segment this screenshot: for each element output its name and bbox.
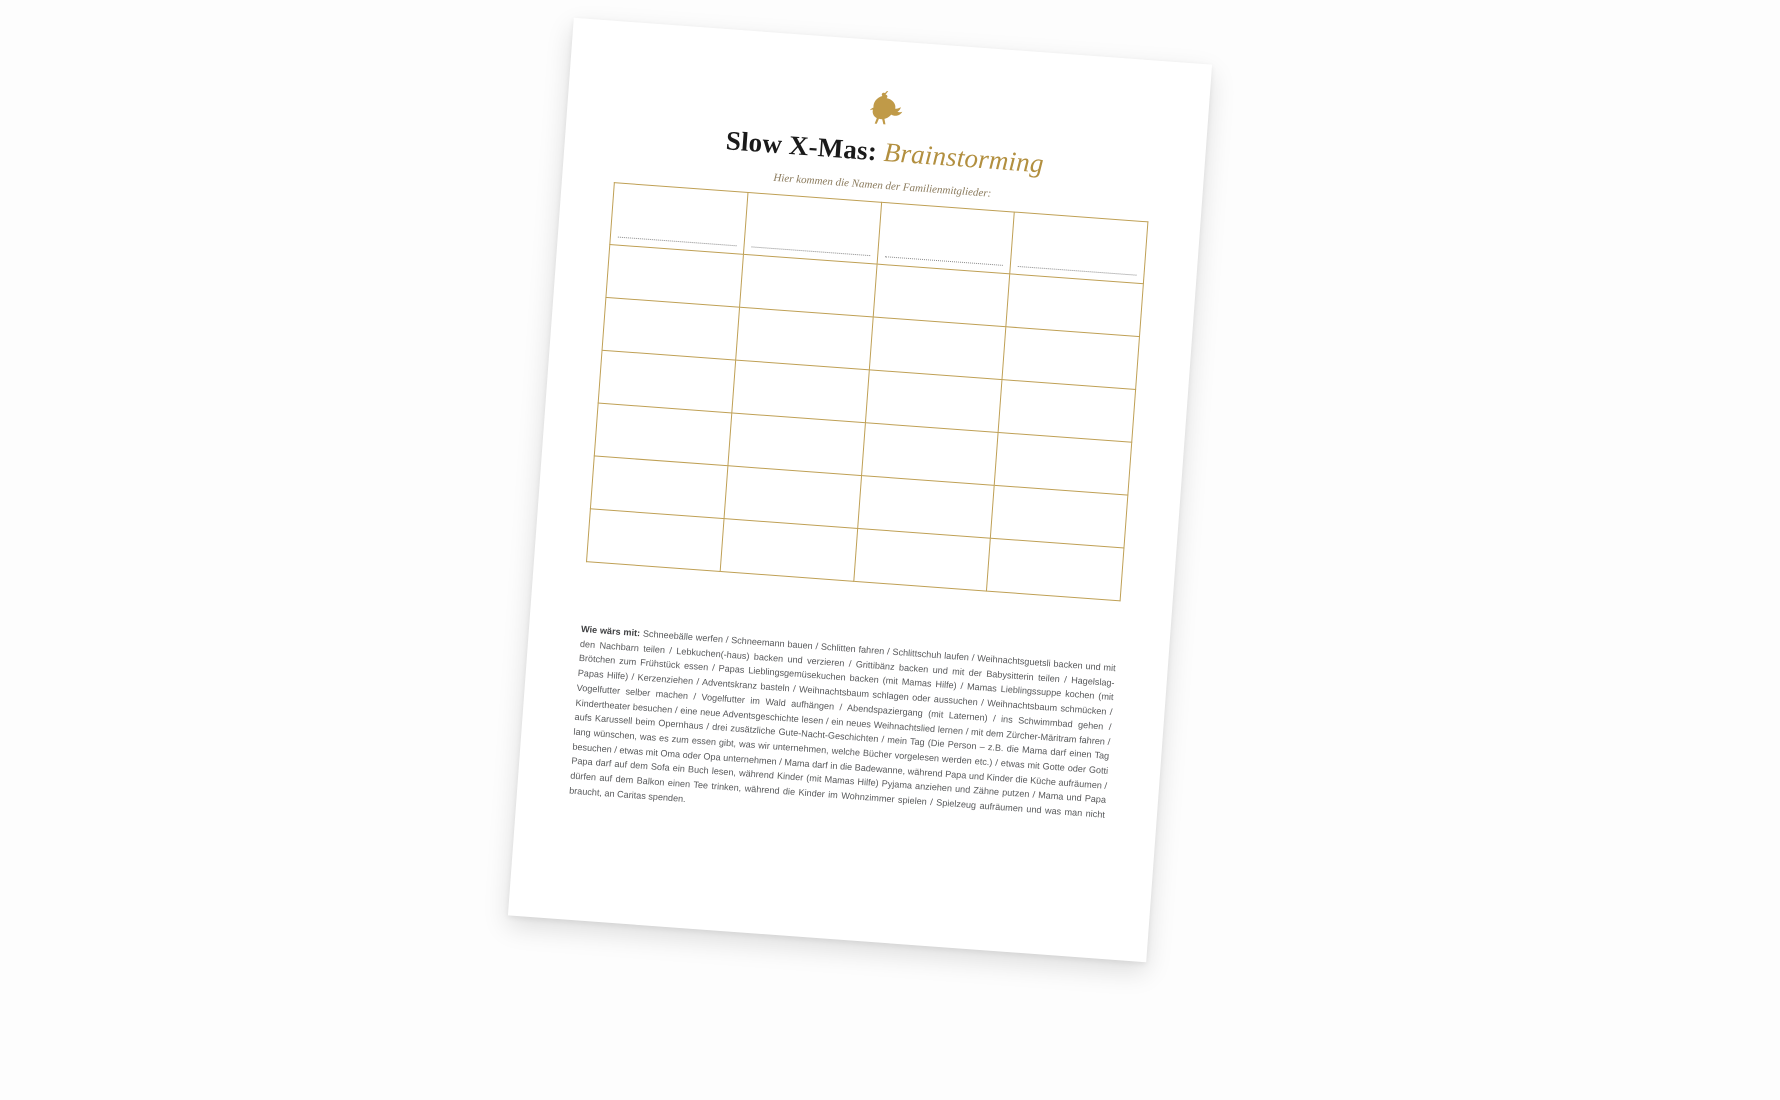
grid-cell[interactable] bbox=[598, 350, 735, 413]
grid-cell[interactable] bbox=[594, 403, 731, 466]
grid-cell[interactable] bbox=[606, 245, 743, 308]
name-dotted-line bbox=[751, 245, 870, 256]
name-field-2[interactable] bbox=[743, 192, 881, 264]
grid-cell[interactable] bbox=[739, 254, 876, 317]
grid-cell[interactable] bbox=[994, 432, 1131, 495]
grid-cell[interactable] bbox=[587, 509, 724, 572]
page-subtitle: Hier kommen die Namen der Familienmitglieder: bbox=[772, 171, 992, 200]
grid-cell[interactable] bbox=[853, 528, 990, 591]
grid-cell[interactable] bbox=[590, 456, 727, 519]
suggestions-label: Wie wärs mit: bbox=[580, 623, 641, 639]
grid-cell[interactable] bbox=[861, 423, 998, 486]
grid-cell[interactable] bbox=[720, 519, 857, 582]
name-dotted-line bbox=[885, 255, 1004, 266]
grid-cell[interactable] bbox=[987, 538, 1124, 601]
grid-cell[interactable] bbox=[865, 370, 1002, 433]
name-field-4[interactable] bbox=[1010, 212, 1148, 284]
suggestions-text: Schneebälle werfen / Schneemann bauen / Schlitten fahren / Schlittschuh laufen / Weihnachtsguetsli backen und mit den Nachbarn teilen / Lebkuchen(-haus) backen und verzieren / Grittibänz backen und mit der Babysitterin teilen / Hagelslag-Brötchen zum Frühstück essen / Papas Lieblingsgemüsekuchen backen (mit Mamas Hilfe) / Mamas Lieblingssuppe kochen (mit Papas Hilfe) / Kerzenziehen / Adventskranz basteln / Weihnachtsbaum schlagen oder aussuchen / Weihnachtsbaum schmücken / Vogelfutter selber machen / Vogelfutter im Wald aufhängen / Abendspaziergang (mit Laternen) / ins Schwimmbad gehen / Kindertheater besuchen / eine neue Adventsgeschichte lesen / ein neues Weihnachtslied lernen / mit dem Zürcher-Märitram fahren / aufs Karussell beim Opernhaus / drei zusätzliche Gute-Nacht-Geschichten / mein Tag (Die Person – z.B. die Mama darf einen Tag lang wünschen, was es zum essen gibt, was wir unternehmen, welche Bücher vorgelesen werden etc.) / etwas mit Gotte oder Gotti besuchen / etwas mit Oma oder Opa unternehmen / Mama darf in die Badewanne, während Papa und Kinder die Küche aufräumen / Papa darf auf dem Sofa ein Buch lesen, während Kinder (mit Mamas Hilfe) Pyjama anziehen und Zähne putzen / Mama und Papa dürfen auf dem Balkon einen Tee trinken, während die Kinder im Wohnzimmer spielen / Spielzeug aufräumen und was man nicht braucht, an Caritas spenden. bbox=[568, 628, 1116, 820]
grid-cell[interactable] bbox=[728, 413, 865, 476]
name-field-3[interactable] bbox=[877, 202, 1015, 274]
grid-cell[interactable] bbox=[732, 360, 869, 423]
page-title-lead: Slow X-Mas: bbox=[724, 125, 879, 167]
name-dotted-line bbox=[1018, 265, 1137, 276]
grid-cell[interactable] bbox=[857, 476, 994, 539]
page-title-accent: Brainstorming bbox=[882, 136, 1045, 179]
grid-cell[interactable] bbox=[873, 264, 1010, 327]
name-dotted-line bbox=[618, 236, 737, 247]
printable-worksheet bbox=[508, 18, 1212, 962]
grid-cell[interactable] bbox=[869, 317, 1006, 380]
grid-cell[interactable] bbox=[998, 380, 1135, 443]
suggestions-paragraph bbox=[569, 622, 1116, 837]
grid-cell[interactable] bbox=[724, 466, 861, 529]
grid-cell[interactable] bbox=[1002, 327, 1139, 390]
grid-cell[interactable] bbox=[602, 297, 739, 360]
name-field-1[interactable] bbox=[610, 183, 748, 255]
grid-cell[interactable] bbox=[1006, 274, 1143, 337]
grid-cell[interactable] bbox=[991, 485, 1128, 548]
brainstorming-grid bbox=[586, 182, 1148, 601]
grid-cell[interactable] bbox=[735, 307, 872, 370]
